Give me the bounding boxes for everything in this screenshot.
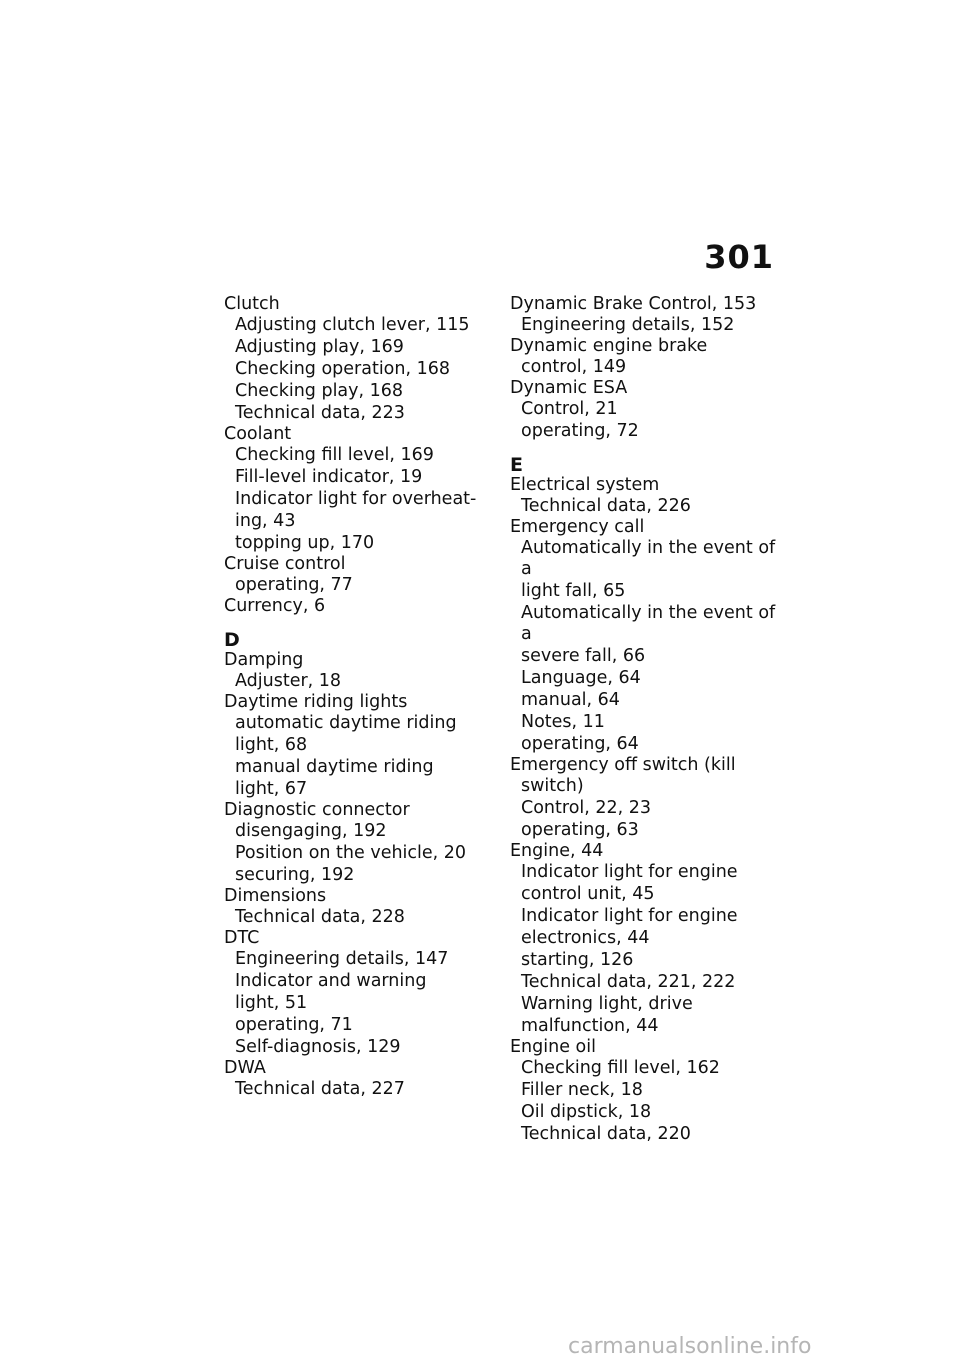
index-subentry: topping up, 170 [235, 533, 375, 553]
index-subentry: Warning light, drive [521, 994, 693, 1014]
index-entry [224, 886, 494, 928]
index-subentry: light, 51 [235, 993, 308, 1013]
watermark-text: carmanualsonline.info [568, 1334, 812, 1359]
index-entry-heading: DTC [224, 928, 260, 948]
index-subentry: operating, 77 [235, 575, 353, 595]
index-letter-heading: E [510, 454, 523, 476]
index-subentry: manual daytime riding [235, 757, 434, 777]
index-subentry: control, 149 [521, 357, 627, 377]
index-entry-heading: Clutch [224, 294, 280, 314]
index-subentry: Technical data, 226 [521, 496, 691, 516]
index-subentries [235, 315, 494, 424]
index-subentries [235, 821, 494, 886]
index-subentry: Adjusting play, 169 [235, 337, 404, 357]
index-subentries [521, 1058, 780, 1145]
index-entry [510, 294, 780, 336]
index-entry [510, 378, 780, 442]
index-subentries [235, 671, 494, 692]
index-subentry: Indicator light for engine [521, 862, 738, 882]
index-subentry: Indicator and warning [235, 971, 427, 991]
index-subentry: Checking fill level, 169 [235, 445, 434, 465]
index-subentry: Indicator light for overheat- [235, 489, 477, 509]
index-subentry: Engineering details, 152 [521, 315, 735, 335]
index-subentries [235, 907, 494, 928]
index-entry [224, 928, 494, 1058]
index-subentry: Technical data, 227 [235, 1079, 405, 1099]
index-entry-heading: Electrical system [510, 475, 660, 495]
index-subentry: Indicator light for engine [521, 906, 738, 926]
index-subentry: Notes, 11 [521, 712, 605, 732]
index-subentry: Self-diagnosis, 129 [235, 1037, 401, 1057]
page-number: 301 [704, 238, 774, 276]
index-subentries [235, 445, 494, 554]
index-subentries [521, 315, 780, 336]
index-subentry: Technical data, 228 [235, 907, 405, 927]
index-column-left [224, 294, 494, 1100]
index-subentry: light, 67 [235, 779, 308, 799]
index-entry [510, 475, 780, 517]
index-subentries [521, 496, 780, 517]
index-subentry: Adjuster, 18 [235, 671, 342, 691]
index-subentries [235, 1079, 494, 1100]
index-subentry: Language, 64 [521, 668, 641, 688]
index-entry [224, 424, 494, 554]
index-subentry: ing, 43 [235, 511, 296, 531]
index-subentry: control unit, 45 [521, 884, 655, 904]
index-entry [510, 755, 780, 841]
index-entry [224, 800, 494, 886]
index-entry [224, 596, 494, 617]
index-subentry: Checking play, 168 [235, 381, 404, 401]
index-subentry: Automatically in the event of a [521, 603, 776, 644]
index-entry-heading: Dynamic ESA [510, 378, 628, 398]
index-subentry: switch) [521, 776, 584, 796]
index-entry-heading: Cruise control [224, 554, 346, 574]
index-entry [224, 692, 494, 800]
index-entry [510, 1037, 780, 1145]
index-subentries [521, 776, 780, 841]
index-entry-heading: Dynamic engine brake [510, 336, 708, 356]
index-subentry: starting, 126 [521, 950, 634, 970]
index-subentry: Technical data, 223 [235, 403, 405, 423]
index-entry-heading: Currency, 6 [224, 596, 326, 616]
index-subentry: malfunction, 44 [521, 1016, 659, 1036]
index-subentry: Adjusting clutch lever, 115 [235, 315, 470, 335]
index-entry [510, 517, 780, 755]
index-subentry: Engineering details, 147 [235, 949, 449, 969]
index-subentry: securing, 192 [235, 865, 355, 885]
index-entry-heading: Coolant [224, 424, 292, 444]
index-subentries [521, 357, 780, 378]
index-subentry: operating, 64 [521, 734, 639, 754]
index-subentry: electronics, 44 [521, 928, 650, 948]
index-letter-heading: D [224, 629, 240, 651]
index-subentry: Filler neck, 18 [521, 1080, 643, 1100]
index-subentries [521, 538, 780, 755]
index-entry-heading: Diagnostic connector [224, 800, 410, 820]
index-column-right [510, 294, 780, 1145]
index-subentry: Technical data, 220 [521, 1124, 691, 1144]
index-entry-heading: Engine, 44 [510, 841, 604, 861]
index-subentry: Technical data, 221, 222 [521, 972, 736, 992]
index-subentry: Fill-level indicator, 19 [235, 467, 423, 487]
index-subentry: Control, 22, 23 [521, 798, 652, 818]
index-subentry: Checking fill level, 162 [521, 1058, 720, 1078]
index-entry [510, 841, 780, 1037]
index-subentries [235, 949, 494, 1058]
index-entry [224, 1058, 494, 1100]
index-entry-heading: Damping [224, 650, 304, 670]
index-entry-heading: Emergency call [510, 517, 645, 537]
index-subentries [235, 713, 494, 800]
index-subentry: severe fall, 66 [521, 646, 646, 666]
index-subentry: Oil dipstick, 18 [521, 1102, 652, 1122]
index-entry-heading: Dynamic Brake Control, 153 [510, 294, 757, 314]
index-entry-heading: DWA [224, 1058, 266, 1078]
index-subentry: manual, 64 [521, 690, 620, 710]
index-entry [224, 650, 494, 692]
index-subentries [521, 862, 780, 1037]
index-entry [224, 554, 494, 596]
index-subentry: Automatically in the event of a [521, 538, 776, 579]
index-subentry: disengaging, 192 [235, 821, 387, 841]
index-subentry: operating, 72 [521, 421, 639, 441]
index-entry-heading: Dimensions [224, 886, 327, 906]
index-subentry: Control, 21 [521, 399, 618, 419]
index-subentry: Position on the vehicle, 20 [235, 843, 467, 863]
index-entry [224, 294, 494, 424]
index-entry [510, 336, 780, 378]
index-entry-heading: Daytime riding lights [224, 692, 408, 712]
index-subentries [235, 575, 494, 596]
index-subentry: automatic daytime riding [235, 713, 457, 733]
index-entry-heading: Emergency off switch (kill [510, 755, 736, 775]
index-subentry: operating, 63 [521, 820, 639, 840]
index-subentries [521, 399, 780, 442]
index-subentry: Checking operation, 168 [235, 359, 451, 379]
index-entry-heading: Engine oil [510, 1037, 596, 1057]
index-subentry: light, 68 [235, 735, 308, 755]
index-subentry: operating, 71 [235, 1015, 353, 1035]
index-subentry: light fall, 65 [521, 581, 626, 601]
